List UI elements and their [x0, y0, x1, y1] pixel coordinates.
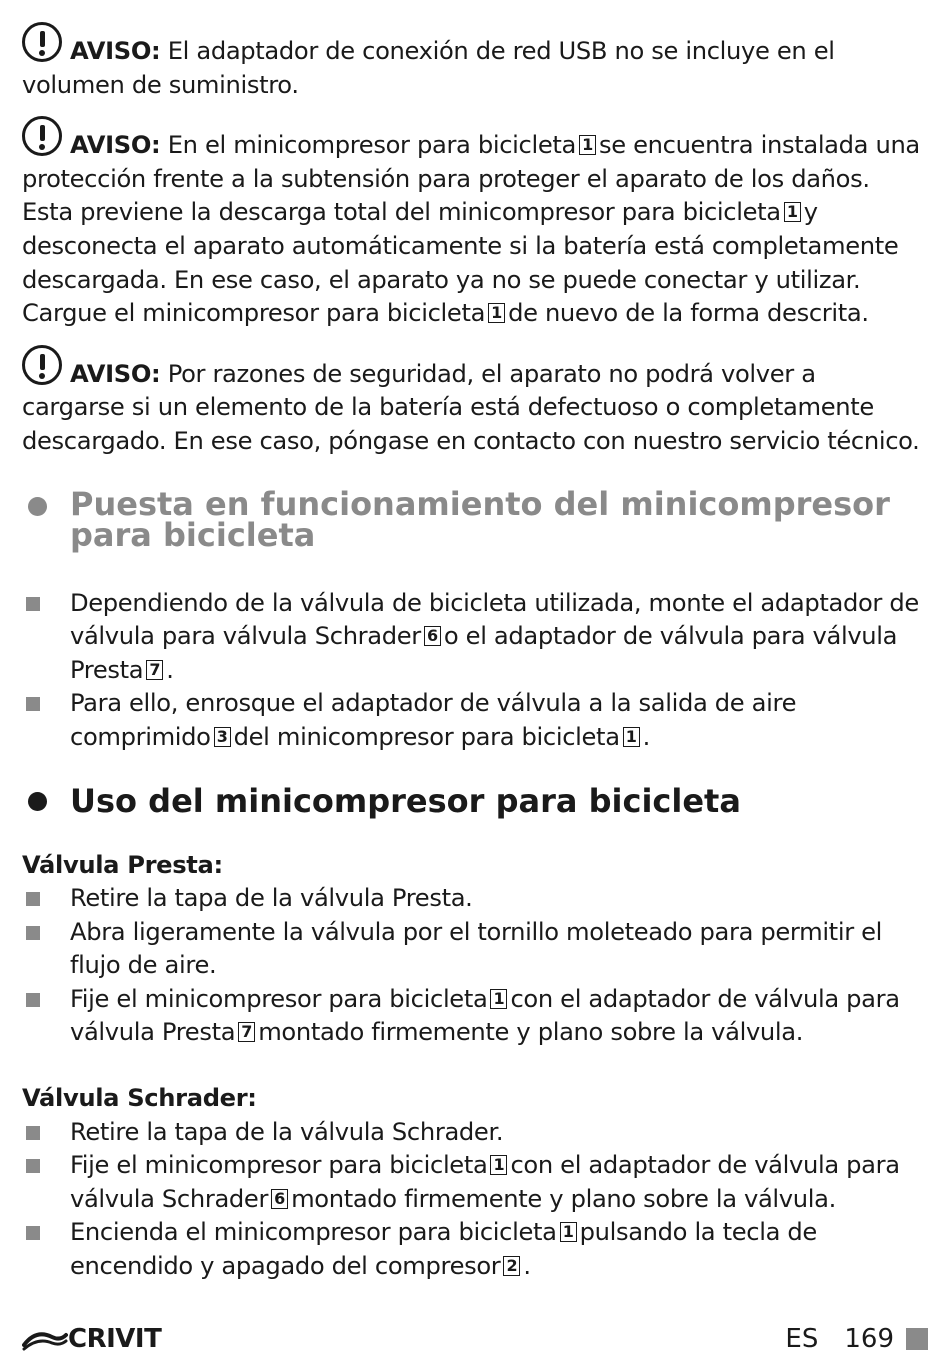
list-item-text: Dependiendo de la válvula de bicicleta utilizada, monte el adaptador de válvula para válvula Schrader [70, 588, 919, 651]
notice-text: se encuentra instalada una protección frente a la subtensión para proteger el aparato de los daños. Esta previene la descarga total del minicompresor para bicicleta [22, 131, 920, 227]
square-bullet-icon [26, 1126, 40, 1140]
list-item [22, 1116, 922, 1150]
list-item-text: Abra ligeramente la válvula por el tornillo moleteado para permitir el flujo de aire. [70, 917, 883, 980]
square-bullet-icon [26, 892, 40, 906]
notice-text: de nuevo de la forma descrita. [508, 299, 869, 328]
list-item-text: Fije el minicompresor para bicicleta [70, 1151, 488, 1180]
brand-logo [22, 1324, 161, 1354]
list-item-text: Para ello, enrosque el adaptador de válvula a la salida de aire comprimido [70, 689, 797, 751]
list-item-text: montado firmemente y plano sobre la válvula. [258, 1018, 804, 1047]
square-bullet-icon [26, 993, 40, 1007]
document-page [22, 22, 922, 1284]
part-reference: 1 [579, 135, 596, 155]
notice-label: AVISO: [70, 37, 161, 65]
list-item [22, 687, 922, 754]
part-reference: 1 [488, 303, 505, 323]
notice-label: AVISO: [70, 131, 161, 160]
language-code: ES [785, 1324, 819, 1354]
section-bullet-icon [28, 792, 47, 811]
page-info [785, 1324, 928, 1354]
part-reference: 1 [560, 1222, 577, 1242]
section-title: Puesta en funcionamiento del minicompresor para bicicleta [70, 484, 890, 554]
list-item-text: Fije el minicompresor para bicicleta [70, 984, 488, 1013]
list-item-text: Retire la tapa de la válvula Presta. [70, 884, 473, 913]
list-item-text: pulsando la tecla de encendido y apagado del compresor [70, 1218, 817, 1281]
part-reference: 1 [623, 727, 640, 747]
section-heading-startup [22, 484, 922, 554]
part-reference: 1 [490, 989, 507, 1009]
square-bullet-icon [26, 597, 40, 611]
warning-icon [22, 116, 62, 156]
warning-icon [22, 22, 62, 62]
list-item-text: con el adaptador de válvula para válvula Presta [70, 984, 900, 1047]
list-item-text: . [642, 722, 651, 751]
startup-steps-list [22, 587, 922, 755]
page-footer [22, 1324, 928, 1360]
list-item-text: con el adaptador de válvula para válvula Schrader [70, 1151, 900, 1213]
notice-text: El adaptador de conexión de red USB no se incluye en el volumen de suministro. [22, 37, 835, 99]
list-item-text: o el adaptador de válvula para válvula Presta [70, 622, 898, 684]
list-item-text: . [166, 655, 174, 684]
square-bullet-icon [26, 697, 40, 711]
list-item [22, 1216, 922, 1283]
square-bullet-icon [26, 926, 40, 940]
list-item [22, 983, 922, 1050]
list-item-text: Encienda el minicompresor para bicicleta [70, 1218, 557, 1247]
list-item-text: Retire la tapa de la válvula Schrader. [70, 1117, 504, 1146]
notice-text: Por razones de seguridad, el aparato no podrá volver a cargarse si un elemento de la batería está defectuoso o completamente descargado. En ese caso, póngase en contacto con nuestro servicio técnico. [22, 359, 920, 455]
presta-steps-list [22, 882, 922, 1050]
part-reference: 6 [271, 1189, 288, 1209]
notice-undervoltage [22, 116, 922, 331]
notice-usb-adapter [22, 22, 922, 102]
brand-name: CRIVIT [68, 1324, 162, 1354]
notice-text: En el minicompresor para bicicleta [167, 131, 576, 160]
part-reference: 7 [238, 1022, 255, 1042]
notice-label: AVISO: [70, 359, 161, 388]
list-item-text: montado firmemente y plano sobre la válvula. [291, 1184, 836, 1213]
list-item [22, 1149, 922, 1216]
page-number: 169 [844, 1324, 894, 1354]
notice-text: y desconecta el aparato automáticamente si la batería está completamente descargada. En ese caso, el aparato ya no se puede conectar y utilizar. Cargue el minicompresor para bicicleta [22, 198, 899, 328]
list-item [22, 916, 922, 983]
part-reference: 1 [490, 1155, 507, 1175]
section-bullet-icon [28, 497, 47, 516]
square-bullet-icon [26, 1226, 40, 1240]
list-item-text: del minicompresor para bicicleta [233, 722, 620, 751]
list-item [22, 587, 922, 688]
notice-safety [22, 345, 922, 459]
part-reference: 7 [146, 660, 163, 680]
warning-icon [22, 345, 62, 385]
part-reference: 2 [503, 1256, 520, 1276]
part-reference: 3 [214, 727, 231, 747]
part-reference: 6 [424, 626, 441, 646]
section-title: Uso del minicompresor para bicicleta [70, 781, 741, 820]
part-reference: 1 [784, 202, 801, 222]
page-end-square-icon [906, 1328, 928, 1350]
schrader-subheading: Válvula Schrader: [22, 1084, 257, 1113]
list-item [22, 882, 922, 916]
presta-subheading: Válvula Presta: [22, 850, 223, 879]
list-item-text: . [523, 1252, 531, 1281]
section-heading-usage [22, 783, 922, 819]
brand-swoosh-icon [22, 1327, 68, 1351]
schrader-steps-list [22, 1116, 922, 1284]
square-bullet-icon [26, 1159, 40, 1173]
